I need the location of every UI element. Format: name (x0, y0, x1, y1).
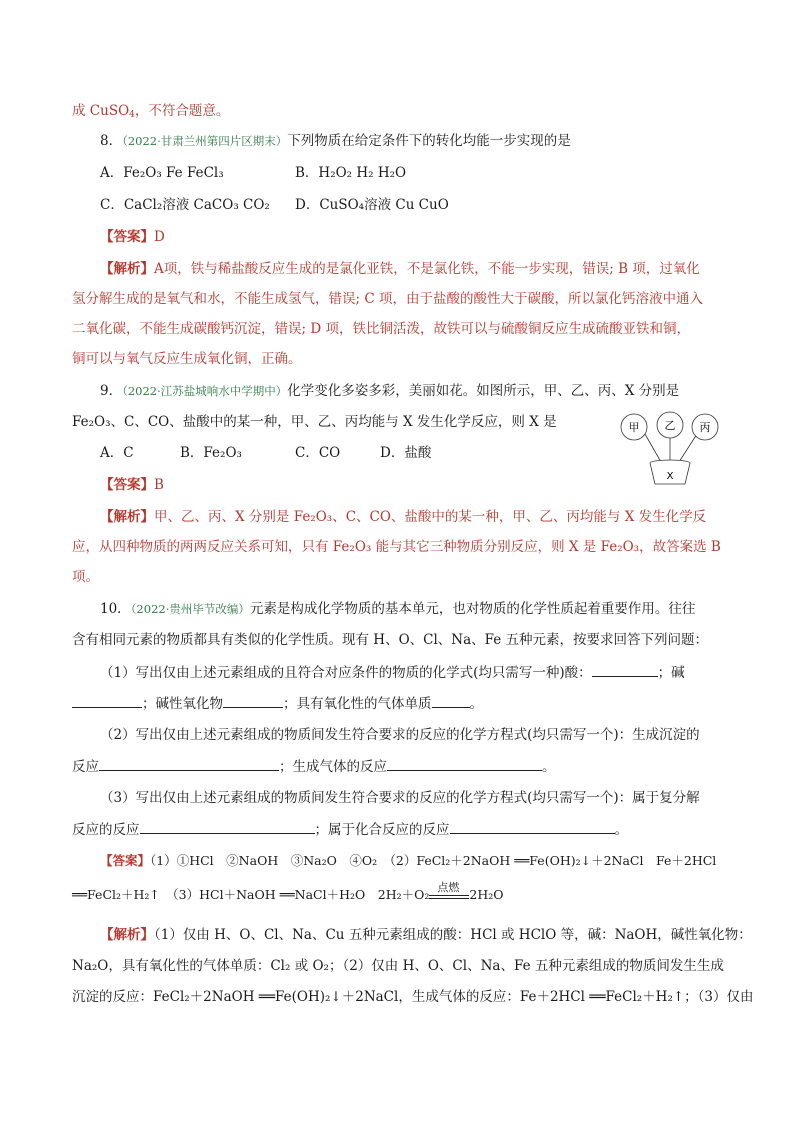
q10-answer-label: 【答案】 (100, 853, 151, 868)
intro-sub: 4 (129, 110, 135, 120)
q10-part1-sep3: ；具有氧化性的气体单质 (283, 696, 432, 712)
acid-blank[interactable] (592, 662, 658, 677)
q9-option-a: A．C (100, 445, 134, 461)
oxidizing-gas-blank[interactable] (432, 693, 470, 708)
q9-option-d: D．盐酸 (380, 445, 432, 461)
q10-answer-line-1 (100, 851, 716, 871)
q10-part3-end: 。 (614, 822, 628, 838)
q10-source: （2022·贵州毕节改编） (130, 602, 250, 616)
q10-part3-pre: 反应的反应 (72, 822, 140, 838)
flower-pot-figure (615, 400, 725, 490)
q10-answer-line-2 (72, 880, 504, 905)
q10-answer-text-2a: ══FeCl₂＋H₂↑ （3）HCl＋NaOH ══NaCl＋H₂O 2H₂＋O₂ (72, 887, 430, 902)
q8-analysis-line-4: 铜可以与氧气反应生成氧化铜，正确。 (72, 351, 302, 367)
intro-line (72, 101, 229, 125)
q9-analysis-line-2: 应，从四种物质的两两反应关系可知，只有 Fe₂O₃ 能与其它三种物质分别反应，则 X 是 Fe₂O₃，故答案选 B (72, 539, 721, 555)
q10-answer-text-1: （1）①HCl ②NaOH ③Na₂O ④O₂ （2）FeCl₂＋2NaOH ══Fe(OH)₂↓＋2NaCl Fe＋2HCl (150, 853, 717, 868)
flower-label-3: 丙 (699, 421, 711, 434)
q9-analysis-line-1 (100, 507, 706, 527)
q9-answer-value: B (154, 477, 164, 493)
q9-analysis-text-1: 甲、乙、丙、X 分别是 Fe₂O₃、C、CO、盐酸中的某一种，甲、乙、丙均能与 X 发生化学反 (154, 509, 707, 525)
reaction-condition-label: 点燃 (437, 880, 460, 894)
q8-analysis-label: 【解析】 (100, 261, 154, 277)
q9-option-c: C．CO (295, 445, 341, 461)
q9-stem-2: Fe₂O₃、C、CO、盐酸中的某一种，甲、乙、丙均能与 X 发生化学反应，则 X 是 (72, 414, 557, 430)
q8-options-row1 (100, 163, 406, 183)
q8-stem-text: 下列物质在给定条件下的转化均能一步实现的是 (287, 133, 571, 149)
q10-part3-line1: （3）写出仅由上述元素组成的物质间发生符合要求的反应的化学方程式(均只需写一个)：属于复分解 (100, 790, 700, 806)
q8-answer-label: 【答案】 (100, 229, 154, 245)
q9-answer (100, 475, 164, 495)
q10-analysis-label: 【解析】 (100, 927, 154, 943)
q10-part2-line1: （2）写出仅由上述元素组成的物质间发生符合要求的反应的化学方程式(均只需写一个)：生成沉淀的 (100, 727, 700, 743)
q10-answer-text-2b: 2H₂O (469, 887, 504, 902)
q8-analysis-line-3: 二氧化碳，不能生成碳酸钙沉淀，错误; D 项，铁比铜活泼，故铁可以与硫酸铜反应生成硫酸亚铁和铜， (72, 321, 690, 337)
q10-part1-line1 (100, 662, 685, 683)
pot-label: X (666, 471, 674, 482)
q10-part1-end: 。 (469, 696, 483, 712)
q10-number: 10． (100, 601, 131, 617)
q9-options (100, 443, 431, 463)
combination-reaction-blank[interactable] (450, 819, 615, 834)
q10-stem-text-1: 元素是构成化学物质的基本单元，也对物质的化学性质起着重要作用。往往 (249, 601, 696, 617)
intro-suffix: ，不符合题意。 (134, 103, 230, 119)
q10-part3-line2 (72, 819, 628, 840)
reaction-condition-arrow (429, 880, 469, 903)
q10-part1-sep1: ；碱 (657, 665, 685, 681)
q9-analysis-line-3: 项。 (72, 569, 99, 585)
q8-source: （2022·甘肃兰州第四片区期末） (122, 134, 288, 148)
q10-part2-pre: 反应 (72, 759, 99, 775)
q10-analysis-line-3: 沉淀的反应：FeCl₂＋2NaOH ══Fe(OH)₂↓＋2NaCl，生成气体的反应：Fe＋2HCl ══FeCl₂＋H₂↑；（3）仅由 (72, 989, 754, 1005)
q9-answer-label: 【答案】 (100, 477, 154, 493)
q8-options-row2 (100, 195, 449, 215)
q10-stem-1 (100, 599, 695, 619)
intro-prefix: 成 CuSO (72, 103, 130, 119)
q10-stem-2: 含有相同元素的物质都具有类似的化学性质。现有 H、O、Cl、Na、Fe 五种元素，按要求回答下列问题： (72, 632, 709, 648)
q9-number: 9． (100, 383, 123, 399)
stem-line (679, 434, 697, 462)
q10-analysis-text-1: （1）仅由 H、O、Cl、Na、Cu 五种元素组成的酸：HCl 或 HClO 等，碱：NaOH，碱性氧化物： (154, 927, 752, 943)
q10-part1-text: （1）写出仅由上述元素组成的且符合对应条件的物质的化学式(均只需写一种)酸： (100, 665, 592, 681)
q10-analysis-line-1 (100, 925, 752, 945)
q9-analysis-label: 【解析】 (100, 509, 154, 525)
stem-line (645, 434, 661, 462)
gas-equation-blank[interactable] (387, 756, 542, 771)
double-decomposition-blank[interactable] (140, 819, 315, 834)
q8-answer (100, 227, 165, 247)
basic-oxide-blank[interactable] (223, 693, 283, 708)
q8-option-a: A．Fe₂O₃ Fe FeCl₃ (100, 165, 224, 181)
q8-option-c: C．CaCl₂溶液 CaCO₃ CO₂ (100, 197, 270, 213)
q10-part2-mid: ；生成气体的反应 (279, 759, 387, 775)
q9-source: （2022·江苏盐城响水中学期中） (122, 384, 288, 398)
q8-option-b: B．H₂O₂ H₂ H₂O (295, 165, 407, 181)
q10-part2-end: 。 (542, 759, 556, 775)
q8-answer-value: D (154, 229, 165, 245)
precipitate-equation-blank[interactable] (99, 756, 279, 771)
base-blank[interactable] (72, 693, 142, 708)
q8-number: 8． (100, 133, 123, 149)
flower-label-2: 乙 (664, 419, 676, 432)
q8-analysis-line-1 (100, 259, 700, 279)
q10-part1-sep2: ；碱性氧化物 (142, 696, 223, 712)
q10-part1-line2 (72, 693, 483, 714)
q9-stem-1 (100, 381, 679, 401)
q8-analysis-line-2: 氢分解生成的是氧气和水，不能生成氢气，错误; C 项，由于盐酸的酸性大于碳酸，所以氯化钙溶液中通入 (72, 291, 703, 307)
flower-label-1: 甲 (628, 421, 640, 434)
q9-stem-text-1: 化学变化多姿多彩，美丽如花。如图所示，甲、乙、丙、X 分别是 (287, 383, 680, 399)
q8-stem (100, 131, 571, 151)
q9-option-b: B．Fe₂O₃ (180, 445, 242, 461)
q8-option-d: D．CuSO₄溶液 Cu CuO (295, 197, 449, 213)
q10-analysis-line-2: Na₂O，具有氧化性的气体单质：Cl₂ 或 O₂；（2）仅由 H、O、Cl、Na、Fe 五种元素组成的物质间发生生成 (72, 958, 724, 974)
q10-part2-line2 (72, 756, 556, 777)
q8-analysis-text-1: A项，铁与稀盐酸反应生成的是氯化亚铁，不是氯化铁，不能一步实现，错误; B 项，过氧化 (154, 261, 700, 277)
q10-part3-mid: ；属于化合反应的反应 (314, 822, 450, 838)
